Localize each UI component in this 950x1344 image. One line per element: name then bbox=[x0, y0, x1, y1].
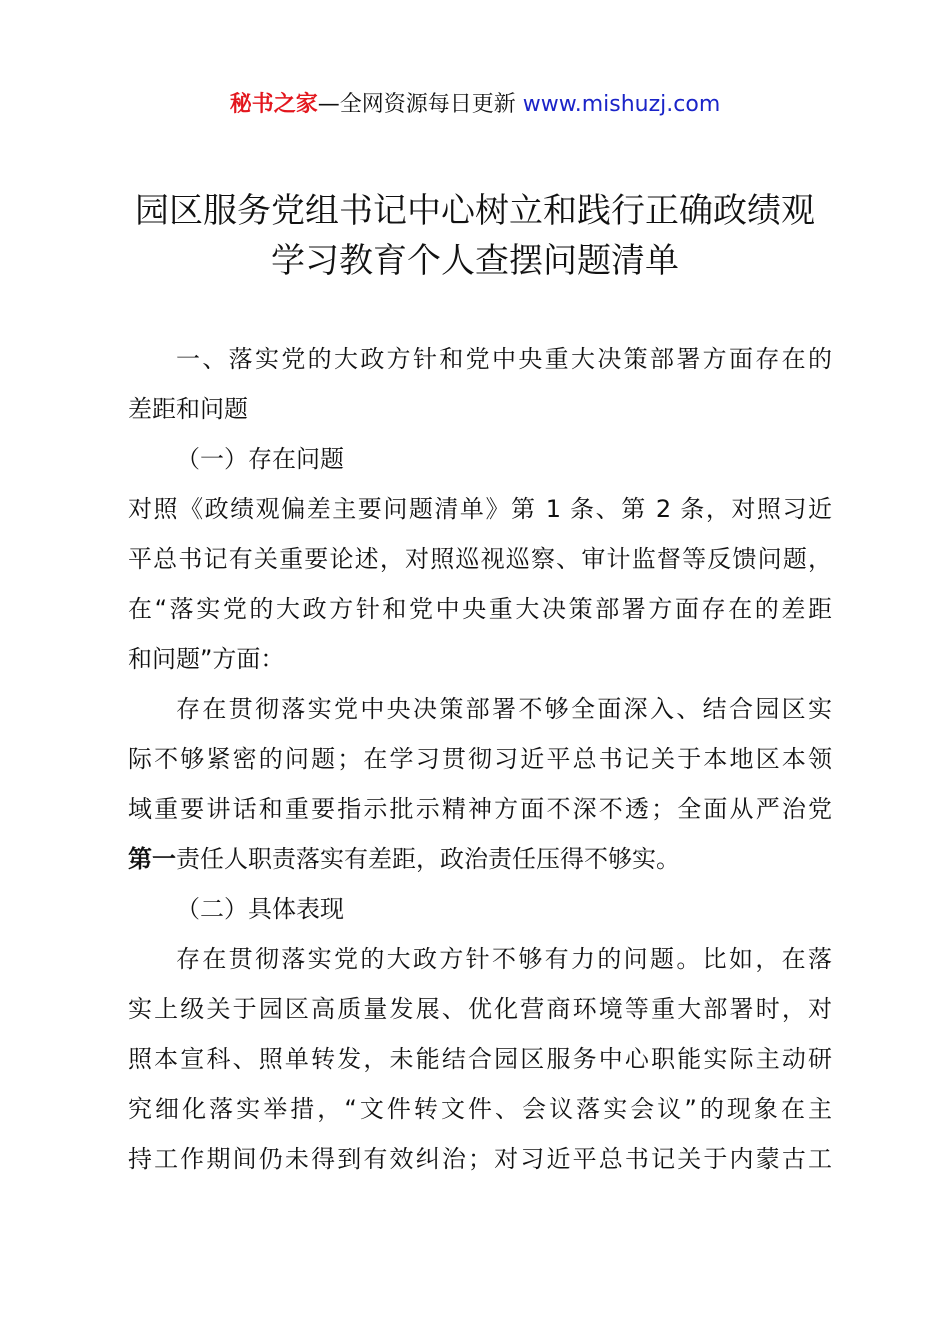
paragraph-line: 平总书记有关重要论述，对照巡视巡察、审计监督等反馈问题， bbox=[128, 545, 832, 573]
paragraph-line: 究细化落实举措，“文件转文件、会议落实会议”的现象在主 bbox=[128, 1095, 832, 1123]
title-line-2: 学习教育个人查摆问题清单 bbox=[271, 241, 679, 281]
subheading-specific-manifestations: （二）具体表现 bbox=[176, 895, 344, 923]
paragraph-line: 存在贯彻落实党的大政方针不够有力的问题。比如，在落 bbox=[176, 945, 832, 973]
paragraph-line: 际不够紧密的问题；在学习贯彻习近平总书记关于本地区本领 bbox=[128, 745, 832, 773]
section-heading-line-1: 一、落实党的大政方针和党中央重大决策部署方面存在的 bbox=[176, 345, 832, 373]
paragraph-line: 照本宣科、照单转发，未能结合园区服务中心职能实际主动研 bbox=[128, 1045, 832, 1073]
paragraph-line: 和问题”方面： bbox=[128, 645, 285, 673]
paragraph-line: 实上级关于园区高质量发展、优化营商环境等重大部署时，对 bbox=[128, 995, 832, 1023]
document-title bbox=[0, 186, 950, 286]
paragraph-text: 责任人职责落实有差距，政治责任压得不够实。 bbox=[176, 845, 680, 873]
bold-text: 第一 bbox=[128, 845, 176, 873]
header-url-link[interactable]: www.mishuzj.com bbox=[522, 92, 721, 117]
paragraph-line bbox=[128, 834, 832, 884]
paragraph-line: 持工作期间仍未得到有效纠治；对习近平总书记关于内蒙古工 bbox=[128, 1145, 832, 1173]
subheading-existing-problems: （一）存在问题 bbox=[176, 445, 344, 473]
paragraph-line: 存在贯彻落实党中央决策部署不够全面深入、结合园区实 bbox=[176, 695, 832, 723]
brand-name: 秘书之家 bbox=[229, 92, 318, 117]
header-tagline: —全网资源每日更新 bbox=[317, 92, 523, 117]
paragraph-line: 在“落实党的大政方针和党中央重大决策部署方面存在的差距 bbox=[128, 595, 832, 623]
title-line-1: 园区服务党组书记中心树立和践行正确政绩观 bbox=[135, 191, 815, 231]
paragraph-line: 域重要讲话和重要指示批示精神方面不深不透；全面从严治党 bbox=[128, 795, 832, 823]
paragraph-line: 对照《政绩观偏差主要问题清单》第 1 条、第 2 条，对照习近 bbox=[128, 495, 832, 523]
document-body bbox=[128, 334, 832, 1184]
site-header bbox=[0, 88, 950, 122]
section-heading-line-2: 差距和问题 bbox=[128, 395, 248, 423]
